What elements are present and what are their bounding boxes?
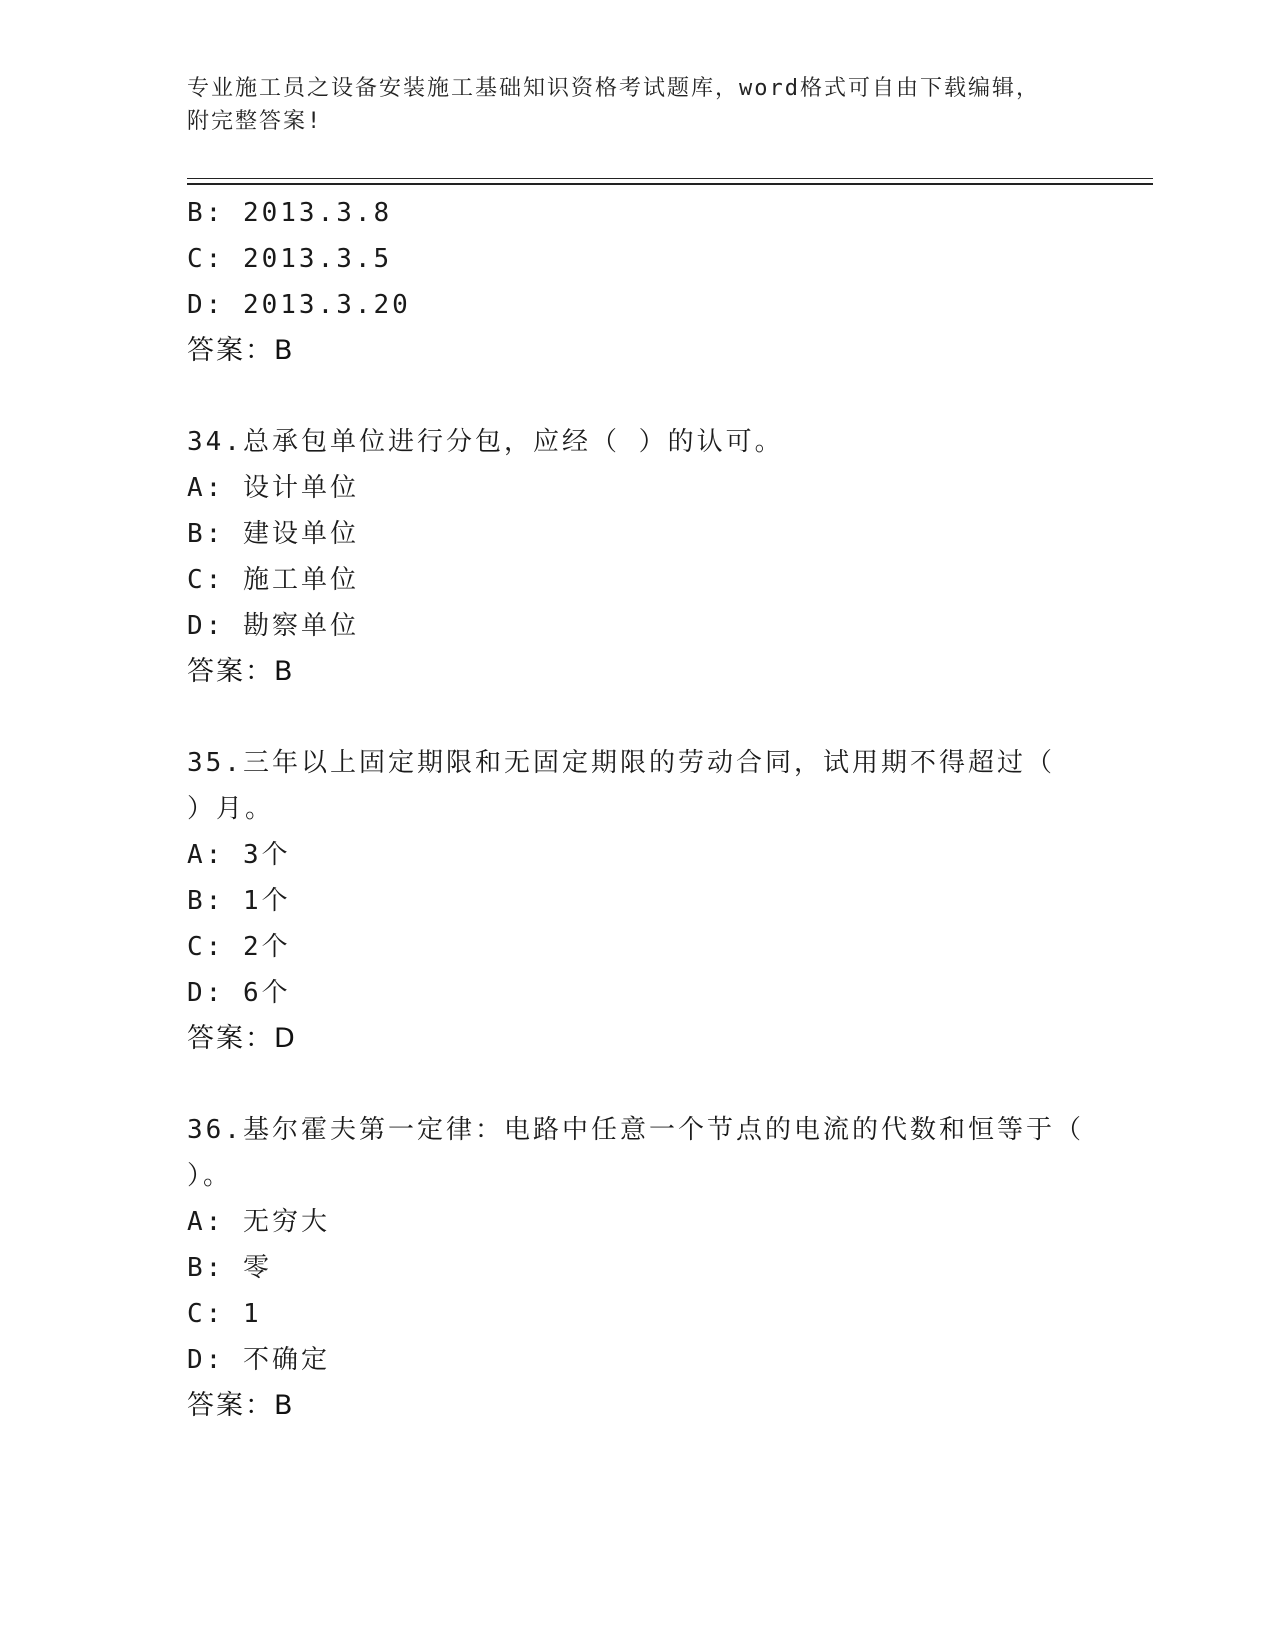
header-divider-thin	[187, 178, 1153, 179]
option-line: D: 6个	[187, 978, 291, 1008]
question-list	[187, 190, 1087, 1429]
option-line: C: 施工单位	[187, 565, 359, 595]
option-line: B: 建设单位	[187, 519, 359, 549]
answer-line: 答案：D	[187, 1023, 297, 1054]
question-stem: 36.基尔霍夫第一定律：电路中任意一个节点的电流的代数和恒等于（	[187, 1115, 1084, 1145]
option-line: D: 2013.3.20	[187, 290, 411, 320]
option-line: B: 1个	[187, 886, 291, 916]
header-title-line-1: 专业施工员之设备安装施工基础知识资格考试题库，word格式可自由下载编辑，	[187, 76, 1040, 101]
option-line: B: 零	[187, 1253, 272, 1283]
question-block-36	[187, 1107, 1087, 1429]
question-stem-continued: ）。	[187, 1161, 233, 1191]
answer-line: 答案：B	[187, 1390, 295, 1421]
spacer	[187, 695, 1087, 740]
option-line: D: 不确定	[187, 1345, 330, 1375]
option-line: A: 设计单位	[187, 473, 359, 503]
option-line: A: 无穷大	[187, 1207, 330, 1237]
question-block-prev	[187, 190, 1087, 374]
option-line: C: 2个	[187, 932, 291, 962]
header-divider-thick	[187, 183, 1153, 185]
answer-line: 答案：B	[187, 335, 295, 366]
question-stem-continued: ）月。	[187, 794, 275, 824]
question-block-34	[187, 419, 1087, 695]
answer-line: 答案：B	[187, 656, 295, 687]
option-line: C: 1	[187, 1299, 262, 1329]
option-line: A: 3个	[187, 840, 291, 870]
option-line: C: 2013.3.5	[187, 244, 393, 274]
option-line: B: 2013.3.8	[187, 198, 393, 228]
spacer	[187, 1062, 1087, 1107]
page-header	[187, 72, 1087, 138]
option-line: D: 勘察单位	[187, 611, 359, 641]
question-stem: 35.三年以上固定期限和无固定期限的劳动合同，试用期不得超过（	[187, 748, 1055, 778]
question-stem: 34.总承包单位进行分包，应经（ ）的认可。	[187, 427, 784, 457]
header-title-line-2: 附完整答案!	[187, 109, 323, 134]
question-block-35	[187, 740, 1087, 1062]
spacer	[187, 374, 1087, 419]
